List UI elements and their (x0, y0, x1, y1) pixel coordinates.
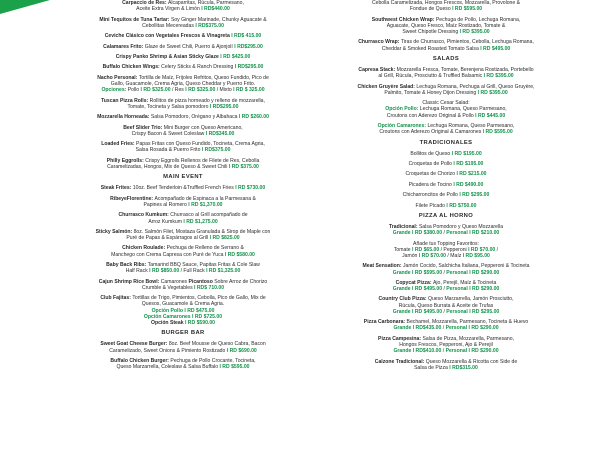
menu-item (322, 224, 570, 236)
menu-item-line (322, 90, 570, 96)
menu-item (322, 123, 570, 135)
item-price: I RD$375.00 (201, 147, 231, 154)
item-name: Beef Slider Trio: (123, 124, 164, 131)
item-price: I RD$410.00 (412, 348, 442, 355)
item-name: Tradicional: (388, 223, 419, 230)
menu-item-line (322, 253, 570, 259)
item-description: Salsa Pomodoro, Orégano y Albahaca (150, 114, 239, 121)
item-description: Tiras de Churrasco, Pimientos, Cebolla, Lechuga Romana, (400, 39, 534, 46)
item-price: I RD $295.00 (459, 192, 490, 199)
menu-item-line (54, 87, 312, 93)
menu-item (54, 64, 312, 70)
menu-item (322, 203, 570, 209)
item-description: Croquetas de Pollo (408, 160, 454, 167)
menu-item (322, 151, 570, 157)
item-price: I RD $380.00 (412, 230, 443, 237)
item-description: Croutons con Aderezo Original & Camarones (379, 129, 483, 136)
item-name: Meat Sensation: (362, 263, 403, 270)
menu-item-line (322, 309, 570, 315)
item-description: Gallo, Guacamole, Crema Agria, Queso Cheddar y Puerro Frito. (110, 80, 256, 87)
item-price: I RD $725.00 (192, 313, 223, 320)
item-name: Churrasco Kumkum: (118, 212, 171, 219)
section-heading: BURGER BAR (161, 330, 205, 337)
menu-item (322, 84, 570, 96)
menu-item-line (322, 113, 570, 119)
menu-item-line (54, 235, 312, 241)
item-price: I RD$ 710.00 (194, 284, 225, 291)
item-name: Baby Back Ribs: (106, 262, 148, 269)
item-option-label: Opción Camarones (143, 313, 193, 320)
corner-accent-triangle (0, 0, 50, 14)
menu-item-line (322, 286, 570, 292)
item-name: Mozzarella Horneada: (97, 114, 151, 121)
item-option-label: Opción Pollo (151, 307, 185, 314)
menu-item (322, 192, 570, 198)
item-price: I RD$295.00 (234, 64, 264, 71)
menu-item (54, 125, 312, 137)
item-description: Croutons con Aderezo Original & Pollo (386, 112, 476, 119)
item-description: / Maíz (446, 252, 463, 259)
item-description: 8oz. Beef Mousse de Queso Cabra, Bacon (168, 341, 266, 348)
item-description: Puré de Papas & Espárragos al Grill (126, 235, 210, 242)
item-description: Glaze de Sweet Chili, Puerro & Ajonjolí (144, 43, 235, 50)
item-description: Tortilla de Maíz, Frijoles Refritos, Queso Fundido, Pico de (138, 74, 269, 81)
item-description: Tortillas de Trigo, Pimientos, Cebolla, Pico de Gallo, Mix de (132, 295, 266, 302)
item-price: I RD $325.00 (140, 87, 171, 94)
item-name: Philly Eggrolls: (106, 157, 146, 164)
item-description: / Res (170, 87, 186, 94)
item-option-label: Personal (446, 308, 470, 315)
item-name: Sticky Salmón: (95, 228, 134, 235)
menu-item-line (322, 270, 570, 276)
item-description: Queso Mozzarella & Ricotta con Side de (425, 358, 518, 365)
item-price: I RD $580.00 (224, 251, 255, 258)
menu-item-line (54, 33, 312, 39)
item-description: Queso Marzarrella, Jamón Prosciutto, (428, 296, 514, 303)
item-price: I RD $290.00 (468, 348, 499, 355)
menu-item (54, 196, 312, 208)
menu-item (54, 98, 312, 110)
menu-item (322, 319, 570, 331)
item-description: Acompañado de Espinaca a la Parmesana & (154, 195, 256, 202)
item-description: Pechuga de Relleno de Serrano & (166, 245, 244, 252)
menu-item (54, 158, 312, 170)
item-option-label: Grande (393, 348, 413, 355)
item-name: Cajun Shrimp Rice Bowl: (98, 278, 161, 285)
item-description: Lechuga Romana, Pechuga al Grill, Queso Gruyère, (416, 83, 535, 90)
item-price: I RD $825.00 (209, 235, 240, 242)
item-price: I RD $1,370.00 (188, 201, 223, 208)
item-price: I RD $850.00 (149, 268, 180, 275)
item-description: Ajo, Perejil, Maíz & Tocineta (433, 279, 497, 286)
menu-item-line (322, 73, 570, 79)
menu-item-line (54, 185, 312, 191)
item-name: Picantoso (188, 278, 215, 285)
item-description: / (442, 286, 447, 293)
item-price: I RD$315.00 (449, 364, 478, 371)
item-name: Chicken Gruyère Salad: (357, 83, 417, 90)
item-description: Hongos Frescos, Pepperoni, Ajo & Perejil (399, 342, 493, 349)
item-description: / (442, 269, 447, 276)
item-description: Classic Cesar Salad: (422, 100, 470, 107)
item-price: I RD $395.00 (459, 29, 490, 35)
item-option-label: Grande (392, 269, 413, 276)
item-price: I RD $395.00 (483, 73, 514, 80)
item-name: Buffalo Chicken Burger: (110, 358, 171, 365)
menu-item (54, 295, 312, 326)
menu-item-line (54, 6, 312, 12)
section-heading: MAIN EVENT (163, 174, 203, 181)
item-description: Quesos, Guacamole & Crema Agria. (141, 301, 225, 308)
item-name: Southwest Chicken Wrap: (371, 16, 436, 23)
item-option-label: Grande (392, 308, 413, 315)
item-option-label: Personal (445, 348, 469, 355)
item-price: I RD $215.00 (456, 171, 487, 178)
menu-item (322, 359, 570, 371)
item-name: Steak Frites: (100, 185, 133, 192)
menu-item-line (54, 147, 312, 153)
item-description: Tomate (393, 246, 412, 253)
menu-item-line (322, 203, 570, 209)
menu-item-line (322, 182, 570, 188)
menu-item (54, 185, 312, 191)
menu-item (54, 54, 312, 60)
item-name: Ceviche Clásico con Vegetales Frescos & Vinagreta (104, 33, 232, 40)
item-description: Churrasco al Grill acompañado de (170, 212, 248, 219)
menu-item-line (322, 192, 570, 198)
menu-item-line (54, 364, 312, 370)
item-price: I RD$435.00 (412, 325, 442, 332)
menu-item (322, 171, 570, 177)
menu-item-line (322, 325, 570, 331)
item-description: Salsa Rosada & Puerro Frito (135, 147, 202, 154)
item-price: I RD $690.00 (226, 347, 257, 354)
item-name: Pizza Campesina: (378, 335, 423, 342)
menu-item-line (322, 230, 570, 236)
item-description: Arroz Kumkum (148, 218, 184, 225)
menu-item (54, 114, 312, 120)
menu-item (322, 67, 570, 79)
menu-item (322, 296, 570, 315)
menu-item-line (322, 46, 570, 52)
menu-item-line (322, 171, 570, 177)
item-name: Opción Steak (151, 320, 185, 327)
menu-item (322, 100, 570, 119)
item-price: I RD$375.00 (195, 22, 224, 29)
item-description: Tamarind BBQ Sauce, Papitas Fritas & Cole Slaw (147, 262, 260, 269)
item-price: I RD $425.00 (220, 53, 251, 60)
item-name: RibeyeFlorentine: (110, 195, 155, 202)
item-description: Fondue de Queso (409, 6, 453, 13)
item-description: Rúcula, Queso Burrata & Aceite de Trufas (398, 302, 494, 309)
item-price: I RD $260.00 (238, 114, 269, 121)
item-description: Aceite Extra Virgen & Limón (136, 6, 202, 13)
item-description: Cebolla Caramelizada, Hongos Frescos, Mozzarella, Provolone & (371, 0, 521, 6)
item-price: I RD $195.00 (453, 160, 484, 167)
menu-item-line (322, 6, 570, 12)
menu-item-line (54, 23, 312, 29)
item-description: Aguacate, Queso Fresco, Maíz Rostizado, Tomate & (386, 22, 506, 29)
menu-item (54, 75, 312, 94)
item-description: Lechuga Romana, Queso Parmesano, (427, 122, 515, 129)
item-option-label: Personal (446, 230, 470, 237)
item-description: Bollitos de Queso (410, 150, 452, 157)
item-description: / (495, 246, 499, 253)
item-description: Manchego con Crema Capresa con Puré de Yuca (111, 251, 225, 258)
section-heading: PIZZA AL HORNO (418, 212, 474, 219)
menu-item-line (54, 44, 312, 50)
menu-column-right (322, 0, 570, 375)
item-description: Croquetas de Chorizo (405, 171, 457, 178)
menu-item-line (322, 348, 570, 354)
item-description: Soy Ginger Marinade, Chunky Aguacate & (170, 16, 267, 23)
menu-item-line (54, 320, 312, 326)
item-description: Salsa Pomodoro y Queso Mozzarella (418, 223, 504, 230)
menu-item-line (54, 285, 312, 291)
item-price: I RD $750.00 (446, 202, 477, 209)
menu-item-line (54, 164, 312, 170)
item-price: I RD $70.00 (418, 252, 446, 259)
item-description: Cebollitas Mecereadas (142, 22, 196, 29)
menu-item-line (54, 252, 312, 258)
menu-item (54, 341, 312, 353)
item-price: I RD $495.00 (412, 308, 443, 315)
item-description: Alcaparritas, Rúcula, Parmesano, (168, 0, 244, 6)
item-price: I RD $290.00 (469, 269, 500, 276)
item-description: / Pepperoni (439, 246, 469, 253)
item-option-label: Opciones: (101, 87, 128, 94)
item-description: Salsa de Pizza, Mozzarella, Parmesano, (422, 335, 514, 342)
menu-item (54, 229, 312, 241)
item-description: Chicharroncitos de Pollo (402, 192, 460, 199)
menu-item (322, 0, 570, 12)
item-description: Salsa de Pizza (414, 364, 450, 371)
item-description: Caramelizadas, Hongos, Mix de Queso & Sweet Chili (107, 163, 229, 170)
item-description: Pechuga de Pollo Crocante, Tocineta, (170, 358, 256, 365)
item-option-label: Personal (446, 286, 470, 293)
item-description: Rollitos de pizza horneado y relleno de mozzarella, (149, 97, 265, 104)
menu-item-line (322, 161, 570, 167)
menu-item-line (54, 348, 312, 354)
item-description: 8oz. Salmón Filet, Mostaza Granulada & Sirop de Maple con (133, 228, 271, 235)
item-description: Papines al Romero (143, 201, 189, 208)
item-description: Pollo (127, 87, 141, 94)
item-description: Sobre Arroz de Chorizo (214, 278, 268, 285)
menu-item (54, 44, 312, 50)
menu-item (54, 17, 312, 29)
menu-item (54, 279, 312, 291)
item-name: Sweet Goat Cheese Burger: (100, 341, 169, 348)
item-description: Crispy Eggrolls Rellenos de Filete de Res, Cebolla (145, 157, 260, 164)
menu-item (322, 39, 570, 51)
item-description: Camarones (160, 278, 189, 285)
item-name: Mini Tequitos de Tuna Tartar: (99, 16, 171, 23)
item-price: I RD $595.00 (452, 6, 483, 13)
menu-item-line (322, 365, 570, 371)
item-option-label: Grande (392, 230, 413, 237)
menu-item (322, 182, 570, 188)
item-description: Mini Burger con Queso Americano, (163, 124, 243, 131)
item-option-label: Opción Pollo: (385, 106, 420, 113)
item-name: Buffalo Chicken Wings: (102, 64, 162, 71)
item-option-label: Personal (445, 325, 469, 332)
item-price: I RD $730.00 (235, 185, 266, 192)
item-description: Lechuga Romana, Queso Parmesano, (419, 106, 507, 113)
item-description: Caramelizado, Sweet Onions & Pimiento Rostizado (109, 347, 227, 354)
item-description: Jamón Cocido, Salchicha Italiana, Pepperoni & Tocineta (403, 263, 530, 270)
item-price: I RD $590.00 (184, 320, 215, 327)
item-name: Nacho Personal: (97, 74, 139, 81)
item-price: I RD$ 415.00 (231, 33, 262, 40)
item-name: Capresa Stack: (358, 66, 397, 73)
item-description: Jamón (402, 252, 419, 259)
item-description: Crispy Bacon & Sweet Coleslaw (131, 130, 206, 137)
item-price: I RD$295.00 (234, 43, 263, 50)
menu-item (54, 212, 312, 224)
item-description: Celery Sticks & Ranch Dressing (161, 64, 235, 71)
item-price: I RD$345.00 (205, 130, 235, 137)
section-heading: TRADICIONALES (419, 139, 473, 146)
item-description: / (442, 308, 447, 315)
menu-item-line (54, 114, 312, 120)
item-description: / Full Rack (179, 268, 207, 275)
item-price: I RD$440.00 (201, 6, 230, 13)
item-description: Filete Picado (415, 202, 447, 209)
item-description: Half Rack (125, 268, 150, 275)
item-price: I RD $475.00 (184, 307, 215, 314)
item-description: Bechamel, Mozzarella, Parmesano, Tocineta & Huevo (406, 319, 529, 326)
menu-item-line (54, 131, 312, 137)
item-description: al Grill, Rúcula, Prosciutto & Truffled Balsamic (378, 73, 484, 80)
menu-item (54, 358, 312, 370)
item-description: Pechuga de Pollo, Lechuga Romana, (435, 16, 521, 23)
item-price: I RD $290.00 (469, 286, 500, 293)
menu-item (322, 280, 570, 292)
item-price: I RD $495.00 (412, 286, 443, 293)
item-description: / Mixto (215, 87, 234, 94)
menu-item (54, 262, 312, 274)
item-price: I RD $290.00 (468, 325, 499, 332)
item-description: Queso Marzarrella, Coleslaw & Salsa Buffalo (116, 364, 220, 371)
item-description: Añade tus Topping Favoritos: (413, 240, 479, 247)
item-description: Palmito, Tomate & Honey Dijon Dressing (384, 89, 478, 96)
item-name: Calzone Tradicional: (374, 358, 426, 365)
menu-item-line (322, 129, 570, 135)
item-name: Crispy Panko Shrimp & Asian Sticky Glaze (115, 53, 221, 60)
item-option-label: Grande (393, 325, 413, 332)
item-price: I RD $65.00 (412, 246, 440, 253)
item-price: I RD $495.00 (480, 45, 511, 52)
menu-item (54, 141, 312, 153)
item-name: Club Fajitas: (100, 295, 133, 302)
item-price: I RD $595.00 (482, 129, 513, 136)
item-price: I RD $490.00 (453, 181, 484, 188)
item-price: I RD $70.00 (468, 246, 496, 253)
menu-item-line (54, 202, 312, 208)
menu-item (322, 161, 570, 167)
menu-item (322, 336, 570, 355)
item-name: Country Club Pizza: (378, 296, 429, 303)
item-price: I RD $95.00 (462, 252, 490, 259)
item-price: I RD$295.00 (209, 103, 239, 110)
item-option-label: Personal (446, 269, 470, 276)
menu-item (322, 263, 570, 275)
menu-item (54, 33, 312, 39)
item-option-label: Opción Camarones: (377, 122, 428, 129)
menu-item-line (54, 54, 312, 60)
item-name: Copycat Pizza: (395, 279, 434, 286)
menu-item-line (54, 219, 312, 225)
item-name: Carpaccio de Res: (122, 0, 168, 6)
item-price: I RD $595.00 (412, 269, 443, 276)
item-description: / (441, 325, 446, 332)
item-name: Loaded Fries: (101, 141, 137, 148)
menu-item-line (54, 64, 312, 70)
item-description: Papas Fritas con Queso Fundido, Tocineta, Crema Agria, (136, 141, 265, 148)
menu-item-line (54, 104, 312, 110)
item-description: 10oz. Beef Tenderloin &Truffled French Fries (132, 185, 236, 192)
item-description: / (441, 348, 446, 355)
item-name: Calamares Frito: (103, 43, 145, 50)
item-price: I RD $595.00 (219, 364, 250, 371)
menu-column-left (54, 0, 312, 375)
item-description: Cheddar & Smoked Roasted Tomato Salsa (381, 45, 481, 52)
item-price: I RD $195.00 (451, 150, 482, 157)
item-description: Picadera de Tocino (408, 181, 454, 188)
item-description: Sweet Chipotle Dressing (402, 29, 460, 35)
item-description: Crumble & Vegetables (141, 284, 195, 291)
section-heading: SALADS (432, 55, 460, 62)
item-description: Tomate, Tocineta y Salsa pomodoro (127, 103, 210, 110)
item-price: I RD $445.00 (475, 112, 506, 119)
menu-item (322, 17, 570, 36)
item-name: Chicken Roulade: (122, 245, 167, 252)
item-price: I RD $ 325.00 (233, 87, 265, 94)
menu-item (54, 245, 312, 257)
item-price: I RD $210.00 (469, 230, 500, 237)
item-name: Tuscan Pizza Rolls: (101, 97, 150, 104)
item-price: I RD $295.00 (469, 308, 500, 315)
item-name: Pizza Carbonara: (363, 319, 407, 326)
menu-item (54, 0, 312, 12)
item-description: / (442, 230, 447, 237)
item-price: I RD $1,275.00 (183, 218, 218, 225)
item-price: I RD $1,325.00 (206, 268, 241, 275)
item-option-label: Grande (392, 286, 413, 293)
menu-item (322, 241, 570, 260)
menu-item-line (54, 268, 312, 274)
menu-item-line (322, 151, 570, 157)
menu-item-line (322, 29, 570, 35)
item-price: I RD $325.00 (185, 87, 216, 94)
item-price: I RD $375.00 (228, 163, 259, 170)
item-description: Mozzarella Fresca, Tomate, Berenjena Rostizada, Portebello (396, 66, 534, 73)
item-name: Churrasco Wrap: (358, 39, 401, 46)
item-price: I RD $395.00 (477, 89, 508, 96)
